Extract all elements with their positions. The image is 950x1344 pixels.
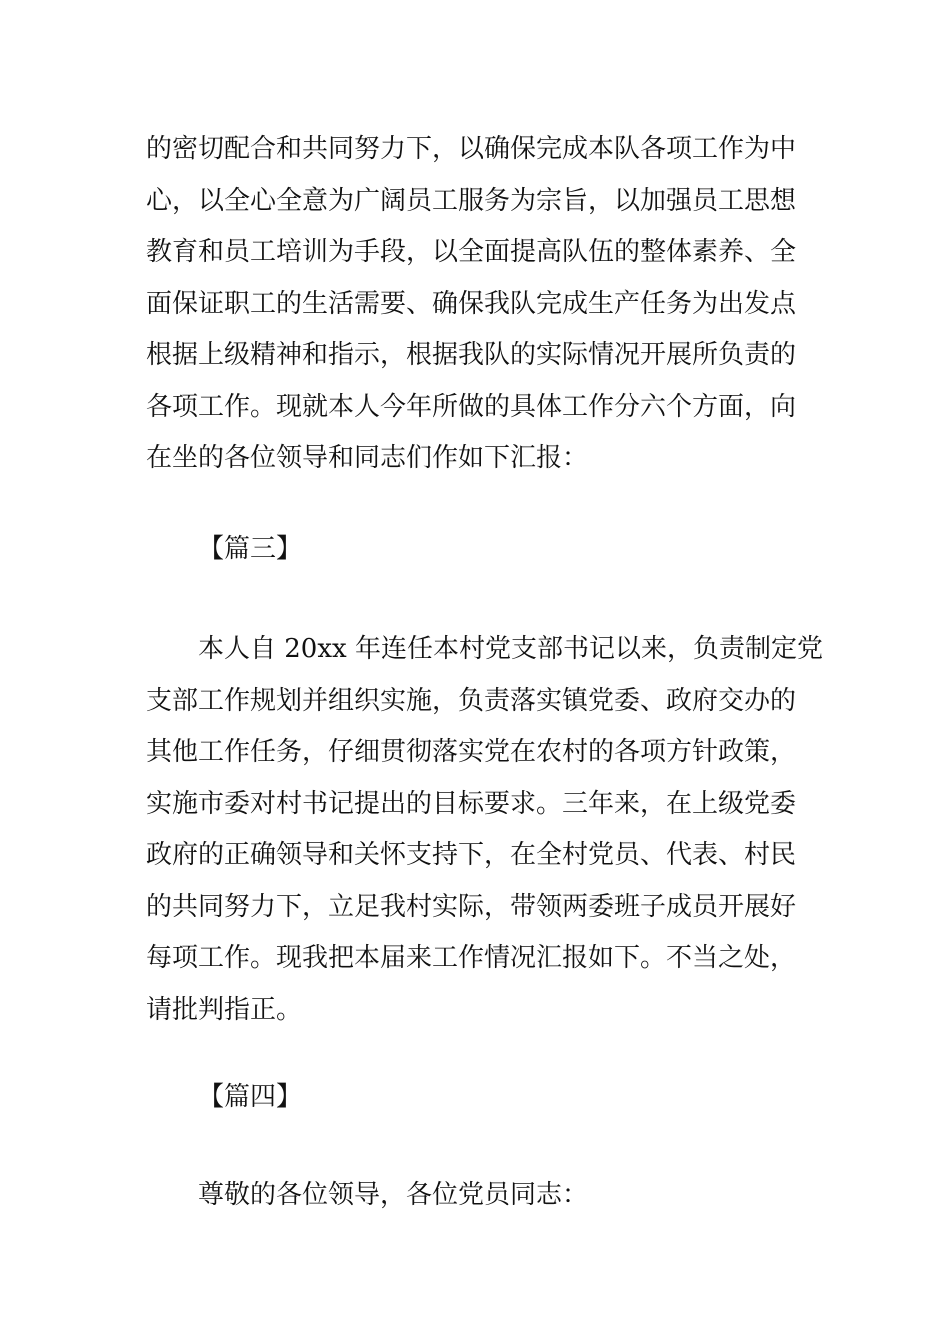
section-heading-part-three [146, 524, 806, 576]
section-heading: 【篇三】 [198, 534, 303, 564]
text-line: 各项工作。现就本人今年所做的具体工作分六个方面，向 [146, 391, 797, 422]
paragraph-salutation [146, 1170, 806, 1222]
text-line: 的共同努力下，立足我村实际，带领两委班子成员开展好 [146, 891, 797, 922]
text-line: 每项工作。现我把本届来工作情况汇报如下。不当之处， [146, 943, 797, 973]
text-line: 在坐的各位领导和同志们作如下汇报： [146, 443, 589, 473]
text-line: 实施市委对村书记提出的目标要求。三年来，在上级党委 [146, 788, 797, 819]
text-line: 面保证职工的生活需要、确保我队完成生产任务为出发点 [146, 288, 797, 319]
paragraph-work-report-intro [146, 124, 806, 485]
text-line: 请批判指正。 [146, 994, 303, 1025]
text-line: 本人自 20xx 年连任本村党支部书记以来，负责制定党 [198, 634, 823, 664]
section-heading: 【篇四】 [198, 1082, 303, 1112]
section-heading-part-four [146, 1072, 806, 1124]
text-line: 教育和员工培训为手段，以全面提高队伍的整体素养、全 [146, 237, 797, 267]
text-line: 支部工作规划并组织实施，负责落实镇党委、政府交办的 [146, 685, 797, 716]
text-line: 的密切配合和共同努力下，以确保完成本队各项工作为中 [146, 134, 797, 164]
text-line: 尊敬的各位领导，各位党员同志： [198, 1180, 589, 1210]
text-line: 政府的正确领导和关怀支持下，在全村党员、代表、村民 [146, 840, 797, 870]
text-line: 其他工作任务，仔细贯彻落实党在农村的各项方针政策， [146, 737, 797, 767]
text-line: 根据上级精神和指示，根据我队的实际情况开展所负责的 [146, 340, 797, 370]
paragraph-party-secretary-report [146, 624, 823, 1036]
text-line: 心，以全心全意为广阔员工服务为宗旨，以加强员工思想 [146, 185, 797, 216]
